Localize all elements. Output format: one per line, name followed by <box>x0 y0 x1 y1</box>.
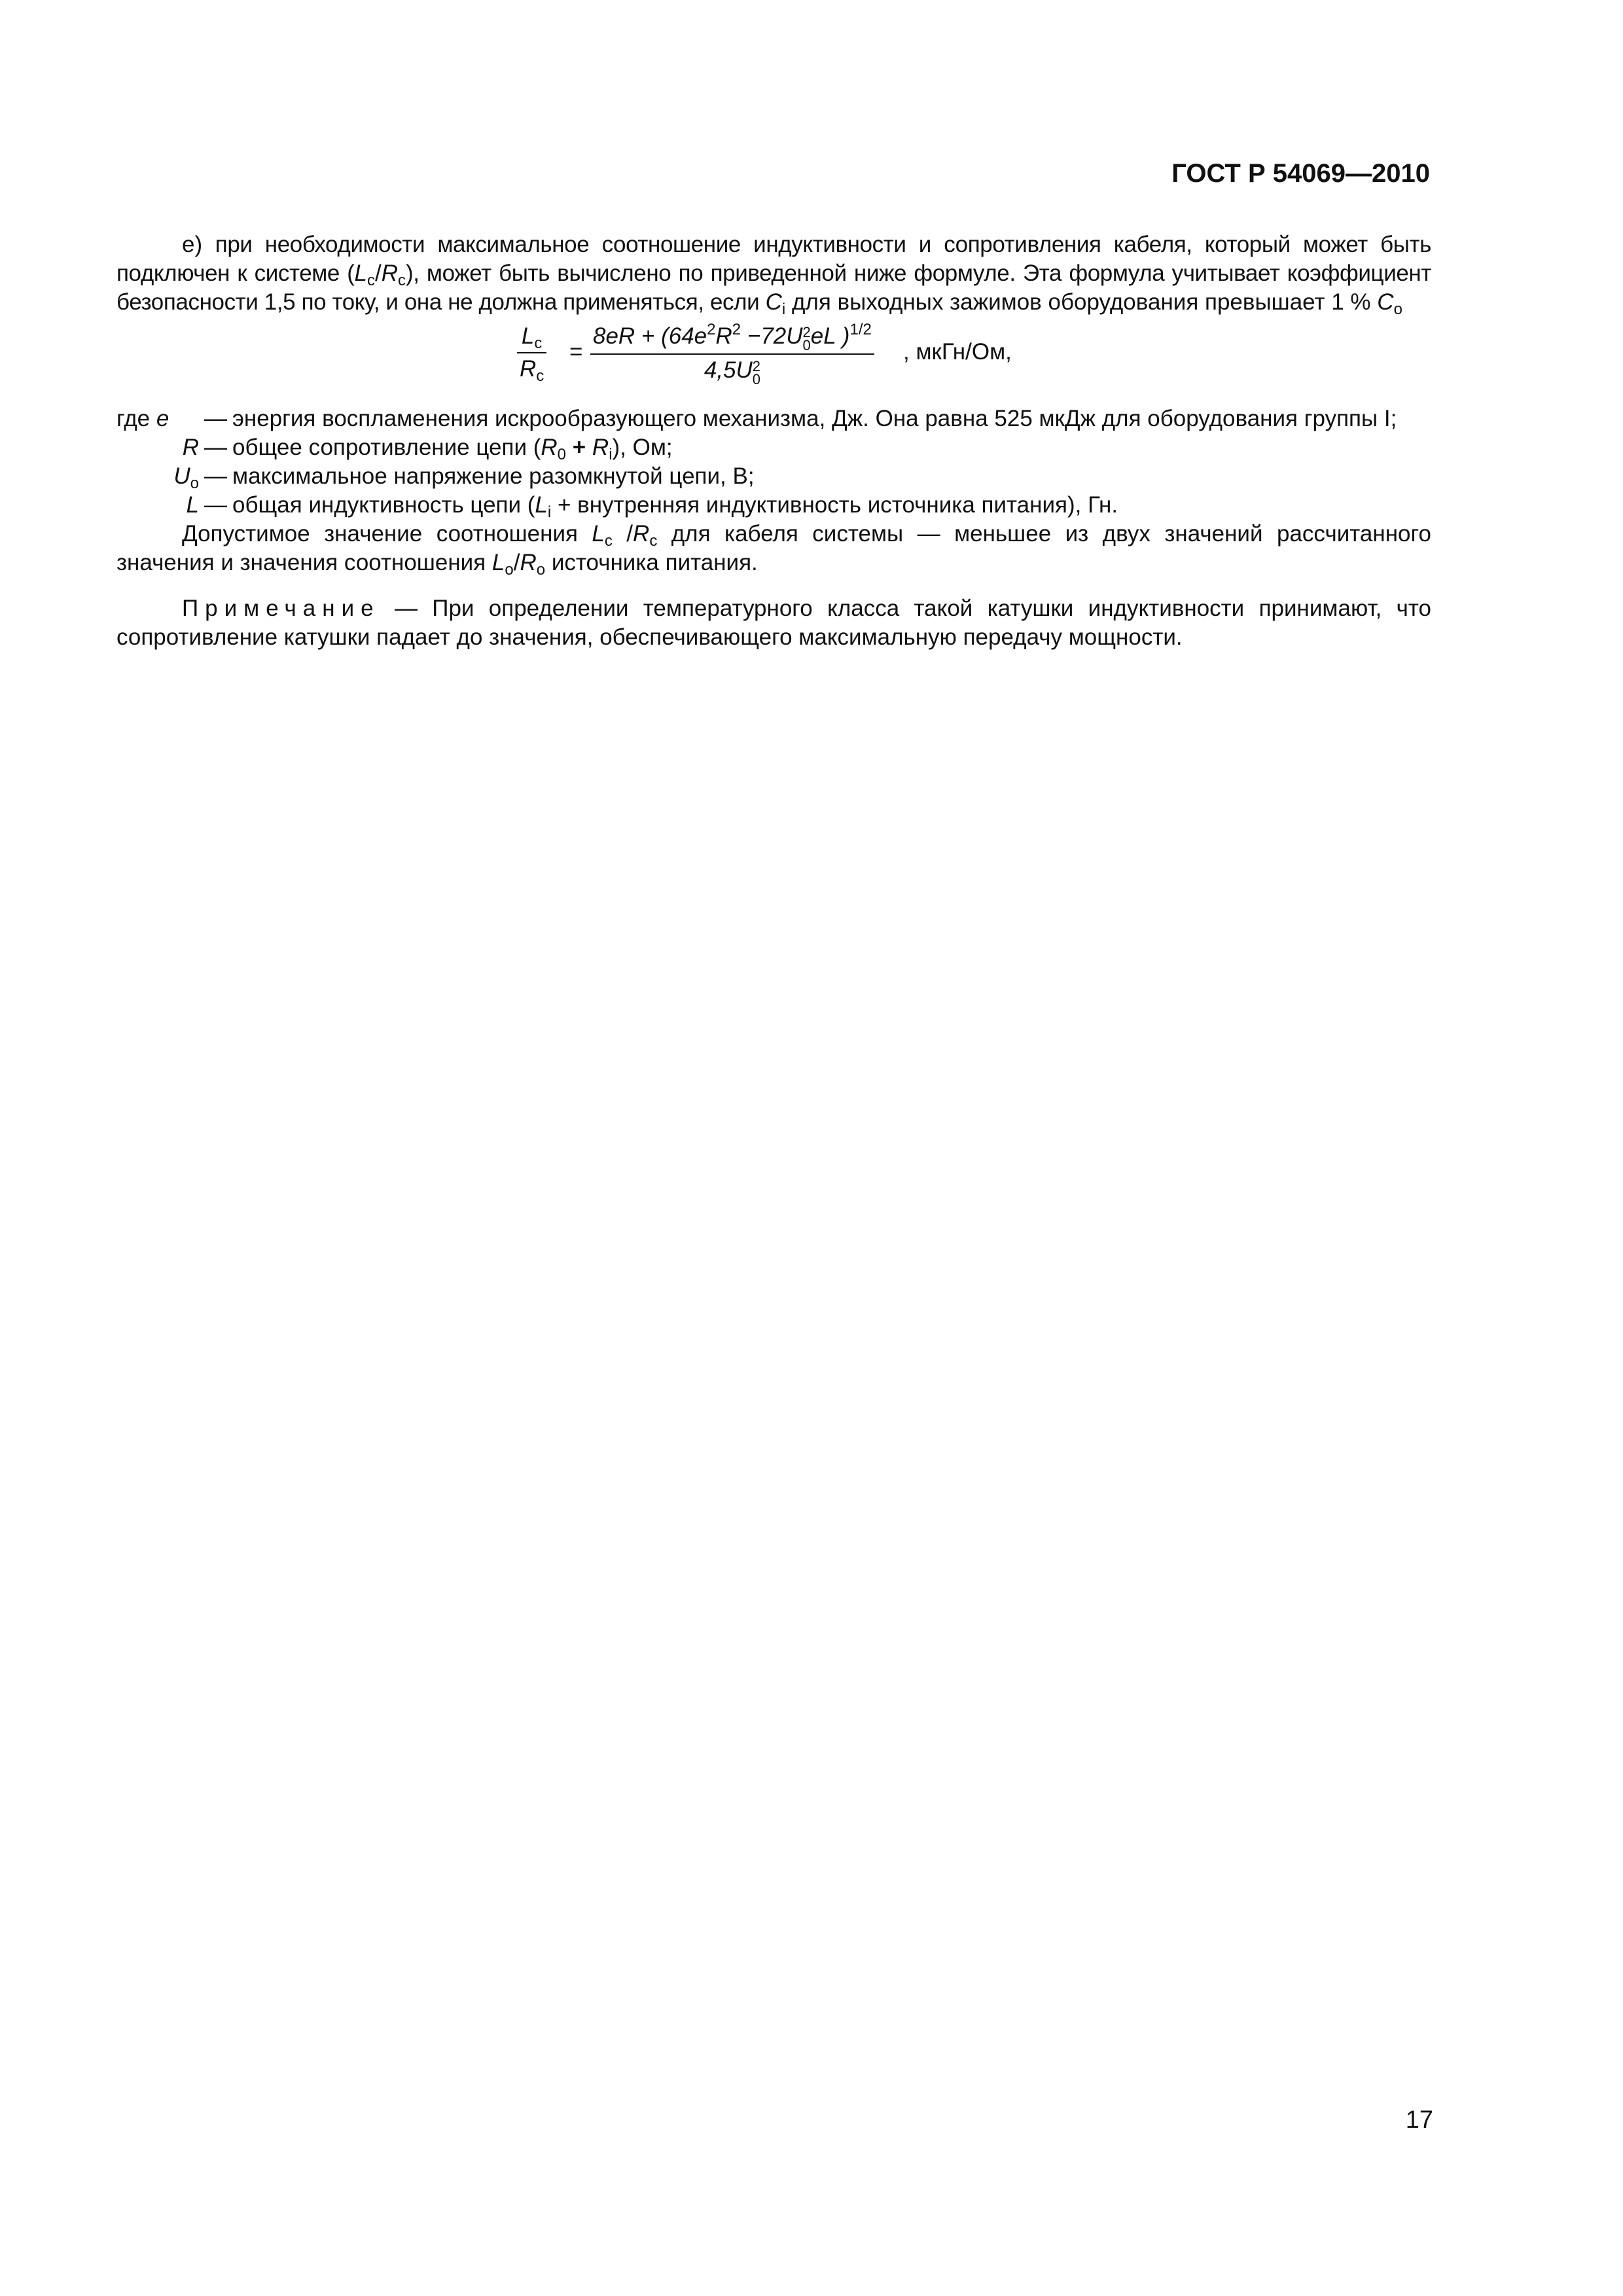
allowed-value-paragraph: Допустимое значение соотношения $L_c$ $/R_c$ для кабеля системы — меньшее из двух значений рассчитанного значения и значения соотношения $L_o/R_o$ источника питания. <box>116 521 1431 579</box>
definitions-list <box>116 404 1431 520</box>
definition-symbol: R <box>182 435 199 460</box>
formula-lhs-fraction <box>517 322 546 384</box>
symbol-C: C <box>765 289 782 315</box>
definition-text: максимальное напряжение разомкнутой цепи, В; <box>232 463 755 489</box>
item-e-text-3: для выходных зажимов оборудования превышает 1 % <box>785 289 1378 315</box>
document-header: ГОСТ Р 54069—2010 <box>1171 159 1430 188</box>
definition-text: энергия воспламенения искрообразующего механизма, Дж. Она равна 525 мкДж для оборудования группы I; <box>232 406 1397 431</box>
formula <box>116 322 1431 394</box>
fraction-bar <box>590 353 874 355</box>
item-e-text-1: при необходимости максимальное соотношение индуктивности и сопротивления кабеля, который может быть подключен к системе ( <box>116 232 1431 286</box>
definition-e: где e — энергия воспламенения искрообразующего механизма, Дж. Она равна 525 мкДж для оборудования группы I; <box>116 404 1431 433</box>
symbol-C: C <box>1377 289 1394 315</box>
note-text: — При определении температурного класса такой катушки индуктивности принимают, что сопротивление катушки падает до значения, обеспечивающего максимальную передачу мощности. <box>116 596 1431 650</box>
formula-lhs-denominator: $R_c$ <box>520 356 544 385</box>
symbol-R: R <box>381 260 399 286</box>
page-number: 17 <box>1405 2106 1433 2134</box>
item-e-paragraph <box>116 230 1431 317</box>
definition-text: общее сопротивление цепи $(R_0 + R_i)$, Ом; <box>232 435 673 463</box>
definition-R: R — общее сопротивление цепи $(R_0 + R_i)$, Ом; <box>116 433 1431 462</box>
definition-L: L — общая индуктивность цепи ($L_i$ + внутренняя индуктивность источника питания), Гн. <box>116 491 1431 520</box>
formula-lhs-numerator: $L_c$ <box>521 323 543 352</box>
subscript-i: i <box>781 300 786 318</box>
subscript-o: o <box>1393 300 1402 318</box>
symbol-L: L <box>354 260 368 286</box>
subscript-c: c <box>367 272 376 289</box>
fraction-bar <box>517 352 546 353</box>
definition-symbol: где e <box>116 406 169 431</box>
definition-U: $U_o$ — максимальное напряжение разомкнутой цепи, В; <box>116 462 1431 491</box>
formula-rhs-fraction <box>590 322 874 386</box>
formula-rhs-denominator: 4,5U 2 0 <box>704 357 761 387</box>
item-marker: е) <box>182 232 203 257</box>
slash: / <box>375 260 382 286</box>
formula-rhs-numerator: $8eR + (64e^2R^2 -72U$ 2 0 eL )$^{1/2}$ <box>593 321 872 353</box>
definition-text: общая индуктивность цепи ($L_i$ + внутренняя индуктивность источника питания), Гн. <box>232 492 1118 521</box>
note-paragraph <box>116 594 1431 652</box>
note-label: Примечание <box>182 596 380 621</box>
item-e-text-2: ), может быть вычислено по приведенной ниже формуле. Эта формула учитывает коэффициент безопасности 1,5 по току, и она не должна применяться, если <box>116 260 1431 315</box>
page-content <box>116 230 1431 652</box>
formula-equals: = <box>569 339 583 365</box>
definition-symbol: L <box>186 492 199 518</box>
definition-symbol: $U_o$ <box>173 463 199 492</box>
formula-unit: , мкГн/Ом, <box>903 339 1012 365</box>
subscript-c: c <box>398 272 406 289</box>
